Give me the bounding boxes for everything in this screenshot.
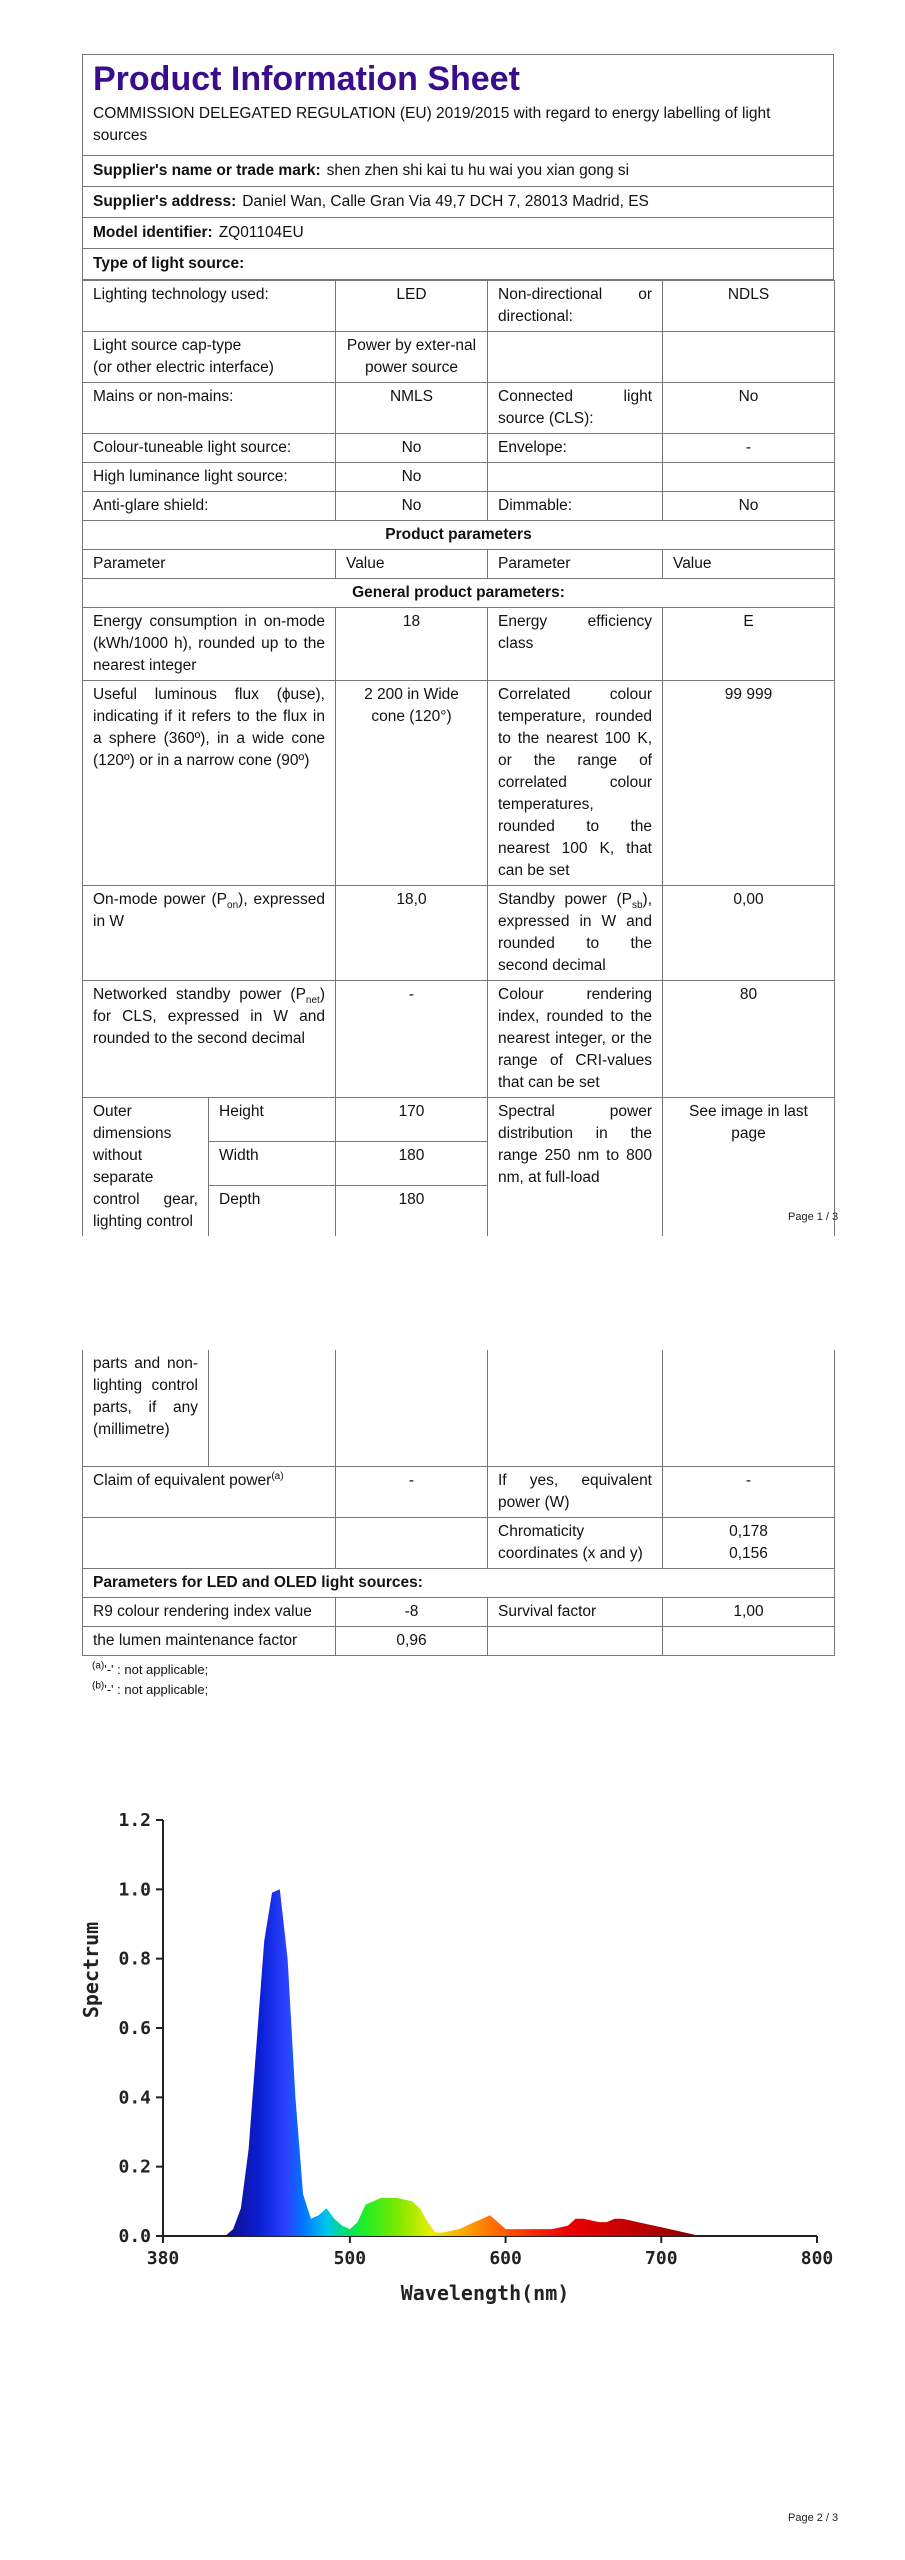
chromaticity-y: 0,156 [729,1545,768,1562]
on-mode-power-label [83,886,336,981]
table-row [83,332,835,383]
text: ), expressed in W [93,891,325,930]
table-row [83,981,835,1098]
text: ), expressed in W and rounded to the second decimal [498,891,652,974]
info-sheet-header [82,54,834,280]
spd-value: See image in last page [663,1098,835,1237]
table-row [83,521,835,550]
y-tick-label: 0.8 [118,1948,151,1970]
footnote-text: '-' : not applicable; [104,1682,209,1697]
x-tick-label: 800 [800,2248,834,2269]
standby-power-value: 0,00 [663,886,835,981]
cri-value: 80 [663,981,835,1098]
energy-class-label: Energy efficiency class [488,608,663,681]
x-tick-label: 600 [489,2248,522,2269]
text: Claim of equivalent power [93,1472,272,1489]
table-row [83,1627,835,1656]
chromaticity-value [663,1518,835,1569]
empty-cell [663,1350,835,1467]
y-tick-label: 0.6 [118,2018,151,2039]
tech-value: LED [336,281,488,332]
page-number-2: Page 2 / 3 [788,2512,839,2524]
table-header-row [83,550,835,579]
cls-label: Connected light source (CLS): [488,383,663,434]
height-label: Height [209,1098,336,1142]
tune-value: No [336,434,488,463]
dimmable-label: Dimmable: [488,492,663,521]
energy-class-value: E [663,608,835,681]
empty-cell [83,1518,336,1569]
model-row [83,218,833,249]
equivalent-power-value: - [336,1467,488,1518]
supplier-name-value: shen zhen shi kai tu hu wai you xian gong si [326,162,630,179]
supplier-address-row [83,187,833,218]
footnote-b [82,1680,834,1700]
table-row [83,1098,835,1142]
table-row [83,886,835,981]
cap-label-line1: Light source cap-type [93,337,242,354]
text: Standby power (P [498,891,632,908]
ticks [118,1810,833,2269]
energy-consumption-value: 18 [336,608,488,681]
model-value: ZQ01104EU [218,224,304,241]
mains-value: NMLS [336,383,488,434]
light-source-type-label: Type of light source: [93,255,245,272]
anti-glare-label: Anti-glare shield: [83,492,336,521]
dimmable-value: No [663,492,835,521]
empty-cell [209,1350,336,1467]
y-axis-label: Spectrum [79,1921,103,2019]
x-tick-label: 380 [146,2248,180,2269]
supplier-name-row [83,156,833,187]
chromaticity-label: Chromaticity coordinates (x and y) [488,1518,663,1569]
empty-cell [336,1350,488,1467]
tune-label: Colour-tuneable light source: [83,434,336,463]
cap-label-line2: (or other electric interface) [93,359,274,376]
x-tick-label: 700 [645,2248,678,2269]
empty-cell [663,332,835,383]
table-row [83,492,835,521]
table-row [83,1598,835,1627]
anti-glare-value: No [336,492,488,521]
cap-label [83,332,336,383]
table-row [83,434,835,463]
col-value: Value [663,550,835,579]
text: Networked standby power (P [93,986,306,1003]
table-row [83,1350,835,1467]
table-row [83,579,835,608]
col-value: Value [336,550,488,579]
spd-label: Spectral power distribution in the range 250 nm to 800 nm, at full-load [488,1098,663,1237]
y-tick-label: 0.4 [118,2087,151,2109]
y-tick-label: 0.2 [118,2156,151,2178]
envelope-value: - [663,434,835,463]
luminous-flux-value: 2 200 in Wide cone (120°) [336,681,488,886]
table-row [83,463,835,492]
outer-dimensions-label: Outer dimensions without separate control gear, lighting control [83,1098,209,1237]
empty-cell [488,1627,663,1656]
superscript: (a) [271,1470,284,1482]
page-2 [82,1350,834,1700]
table-row [83,383,835,434]
dir-value: NDLS [663,281,835,332]
cap-value: Power by exter-nal power source [336,332,488,383]
empty-cell [336,1518,488,1569]
cls-value: No [663,383,835,434]
table-row [83,1467,835,1518]
model-label: Model identifier: [93,224,213,241]
subscript: on [227,900,239,912]
networked-standby-label [83,981,336,1098]
equivalent-w-label: If yes, equivalent power (W) [488,1467,663,1518]
table-row [83,1518,835,1569]
equivalent-w-value: - [663,1467,835,1518]
general-parameters-heading: General product parameters: [83,579,835,608]
outer-dimensions-label-cont: parts and non-lighting control parts, if any (millimetre) [83,1350,209,1467]
mains-label: Mains or non-mains: [83,383,336,434]
r9-value: -8 [336,1598,488,1627]
width-label: Width [209,1142,336,1186]
tech-label: Lighting technology used: [83,281,336,332]
text: ) for CLS, expressed in W and rounded to the second decimal [93,986,325,1047]
high-luminance-label: High luminance light source: [83,463,336,492]
subscript: sb [631,900,643,912]
footnote-mark: (b) [92,1680,105,1692]
empty-cell [488,463,663,492]
envelope-label: Envelope: [488,434,663,463]
equivalent-power-label [83,1467,336,1518]
height-value: 170 [336,1098,488,1142]
dir-label: Non-directional or directional: [488,281,663,332]
page-number-1: Page 1 / 3 [788,1211,839,1223]
spectrum-area [163,1889,817,2236]
footnote-a [82,1660,834,1680]
col-parameter: Parameter [488,550,663,579]
high-luminance-value: No [336,463,488,492]
energy-consumption-label: Energy consumption in on-mode (kWh/1000 h), rounded up to the nearest integer [83,608,336,681]
x-tick-label: 500 [333,2248,367,2269]
page-title: Product Information Sheet [93,60,520,98]
supplier-address-value: Daniel Wan, Calle Gran Via 49,7 DCH 7, 28013 Madrid, ES [242,193,649,210]
depth-value: 180 [336,1186,488,1237]
lumen-maintenance-value: 0,96 [336,1627,488,1656]
width-value: 180 [336,1142,488,1186]
empty-cell [663,463,835,492]
y-tick-label: 1.0 [118,1879,151,1901]
empty-cell [663,1627,835,1656]
chromaticity-x: 0,178 [729,1523,768,1540]
luminous-flux-label: Useful luminous flux (ϕuse), indicating if it refers to the flux in a sphere (360º), in a wide cone (120º) or in a narrow cone (90º) [83,681,336,886]
y-tick-label: 0.0 [118,2226,151,2247]
standby-power-label [488,886,663,981]
page-1 [82,54,834,1236]
r9-label: R9 colour rendering index value [83,1598,336,1627]
empty-cell [488,1350,663,1467]
x-axis-label: Wavelength(nm) [400,2281,570,2305]
light-source-type-row [83,249,833,280]
col-parameter: Parameter [83,550,336,579]
product-parameters-heading: Product parameters [83,521,835,550]
supplier-address-label: Supplier's address: [93,193,237,210]
cct-label: Correlated colour temperature, rounded to the nearest 100 K, or the range of correlated colour temperatures, rounded to the nearest 100 K, that can be set [488,681,663,886]
lumen-maintenance-label: the lumen maintenance factor [83,1627,336,1656]
networked-standby-value: - [336,981,488,1098]
table-row [83,1569,835,1598]
parameters-table-page2 [82,1350,835,1656]
survival-value: 1,00 [663,1598,835,1627]
empty-cell [488,332,663,383]
table-row [83,681,835,886]
regulation-text: COMMISSION DELEGATED REGULATION (EU) 2019/2015 with regard to energy labelling of light sources [83,99,833,156]
led-parameters-heading: Parameters for LED and OLED light sources: [83,1569,835,1598]
cri-label: Colour rendering index, rounded to the nearest integer, or the range of CRI-values that can be set [488,981,663,1098]
subscript: net [305,995,320,1007]
depth-label: Depth [209,1186,336,1237]
y-tick-label: 1.2 [118,1810,151,1831]
table-row [83,281,835,332]
parameters-table-page1 [82,280,835,1236]
table-row [83,608,835,681]
supplier-name-label: Supplier's name or trade mark: [93,162,321,179]
footnote-mark: (a) [92,1660,105,1672]
cct-value: 99 999 [663,681,835,886]
survival-label: Survival factor [488,1598,663,1627]
spectrum-chart [60,1760,850,2320]
on-mode-power-value: 18,0 [336,886,488,981]
footnote-text: '-' : not applicable; [104,1662,209,1677]
text: On-mode power (P [93,891,228,908]
